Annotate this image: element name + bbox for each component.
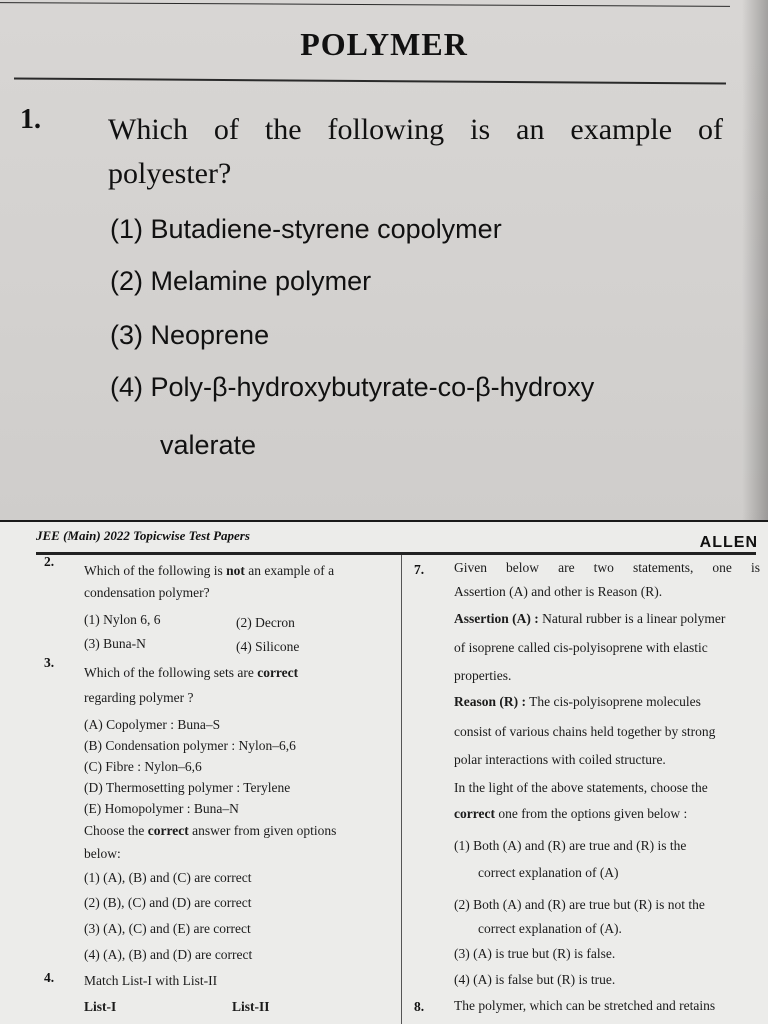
q3-item-a: (A) Copolymer : Buna–S	[84, 717, 221, 732]
q3-item-b: (B) Condensation polymer : Nylon–6,6	[84, 738, 296, 753]
question-number: 1.	[20, 104, 41, 135]
textbook-page-photo	[0, 522, 768, 1024]
q7-option-2-line1: (2) Both (A) and (R) are true but (R) is not the	[454, 897, 705, 912]
q7-assertion-line1: Assertion (A) : Natural rubber is a linear polymer	[454, 611, 726, 626]
q3-option-3: (3) (A), (C) and (E) are correct	[84, 921, 251, 936]
question-text: Which of the following is an example of polyester?	[108, 113, 723, 190]
q4-number: 4.	[44, 970, 55, 985]
q8-text: The polymer, which can be stretched and retains	[454, 998, 716, 1013]
q4-list-1-heading: List-I	[84, 999, 117, 1014]
option-4-continued: valerate	[160, 430, 257, 460]
option-4: (4) Poly-β-hydroxybutyrate-co-β-hydroxy	[110, 372, 595, 402]
q3-option-4: (4) (A), (B) and (D) are correct	[84, 947, 253, 962]
q2-option-3: (3) Buna-N	[84, 636, 146, 651]
q2-line2: condensation polymer?	[84, 585, 210, 600]
q7-reason-line2: consist of various chains held together by strong	[454, 724, 716, 739]
top-rule	[0, 2, 730, 7]
title-underline	[14, 78, 726, 85]
q7-light-line: In the light of the above statements, choose the	[454, 780, 708, 795]
q7-assertion-line2: of isoprene called cis-polyisoprene with elastic	[454, 640, 708, 655]
book-header: JEE (Main) 2022 Topicwise Test Papers	[36, 528, 250, 543]
brand-logo: ALLEN	[699, 534, 758, 551]
q2-option-1: (1) Nylon 6, 6	[84, 612, 161, 627]
q2-line1: Which of the following is not an example of a	[84, 563, 335, 578]
q3-item-c: (C) Fibre : Nylon–6,6	[84, 759, 202, 774]
option-3: (3) Neoprene	[110, 320, 270, 350]
q2-option-2: (2) Decron	[236, 615, 295, 630]
page-title: POLYMER	[300, 26, 468, 62]
option-1: (1) Butadiene-styrene copolymer	[110, 214, 502, 244]
q7-correct-line: correct one from the options given below :	[454, 806, 688, 821]
q7-option-2-line2: correct explanation of (A).	[478, 921, 622, 936]
q3-line1: Which of the following sets are correct	[84, 665, 299, 680]
q3-option-2: (2) (B), (C) and (D) are correct	[84, 895, 252, 910]
q3-number: 3.	[44, 655, 55, 670]
q3-option-1: (1) (A), (B) and (C) are correct	[84, 870, 252, 885]
q7-option-3: (3) (A) is true but (R) is false.	[454, 946, 616, 961]
q7-reason-line1: Reason (R) : The cis-polyisoprene molecules	[454, 694, 701, 709]
q4-list-2-heading: List-II	[232, 999, 270, 1014]
q3-line2: regarding polymer ?	[84, 690, 194, 705]
q8-number: 8.	[414, 999, 425, 1014]
column-divider	[401, 555, 402, 1024]
q3-item-e: (E) Homopolymer : Buna–N	[84, 801, 239, 816]
q2-option-4: (4) Silicone	[236, 639, 300, 654]
q7-option-1-line2: correct explanation of (A)	[478, 865, 619, 880]
q7-line1: Given below are two statements, one is	[454, 560, 760, 575]
q7-number: 7.	[414, 562, 425, 577]
q7-option-1-line1: (1) Both (A) and (R) are true and (R) is the	[454, 838, 687, 853]
q7-line2: Assertion (A) and other is Reason (R).	[454, 584, 663, 599]
q3-choose-line2: below:	[84, 846, 121, 861]
page-edge-shadow	[742, 0, 768, 520]
q3-item-d: (D) Thermosetting polymer : Terylene	[84, 780, 291, 795]
q7-reason-line3: polar interactions with coiled structure.	[454, 752, 666, 767]
q3-choose-line1: Choose the correct answer from given options	[84, 823, 337, 838]
q4-text: Match List-I with List-II	[84, 973, 218, 988]
option-2: (2) Melamine polymer	[110, 266, 372, 296]
q7-option-4: (4) (A) is false but (R) is true.	[454, 972, 616, 987]
q2-number: 2.	[44, 554, 55, 569]
q7-assertion-line3: properties.	[454, 668, 512, 683]
header-rule	[36, 552, 756, 555]
